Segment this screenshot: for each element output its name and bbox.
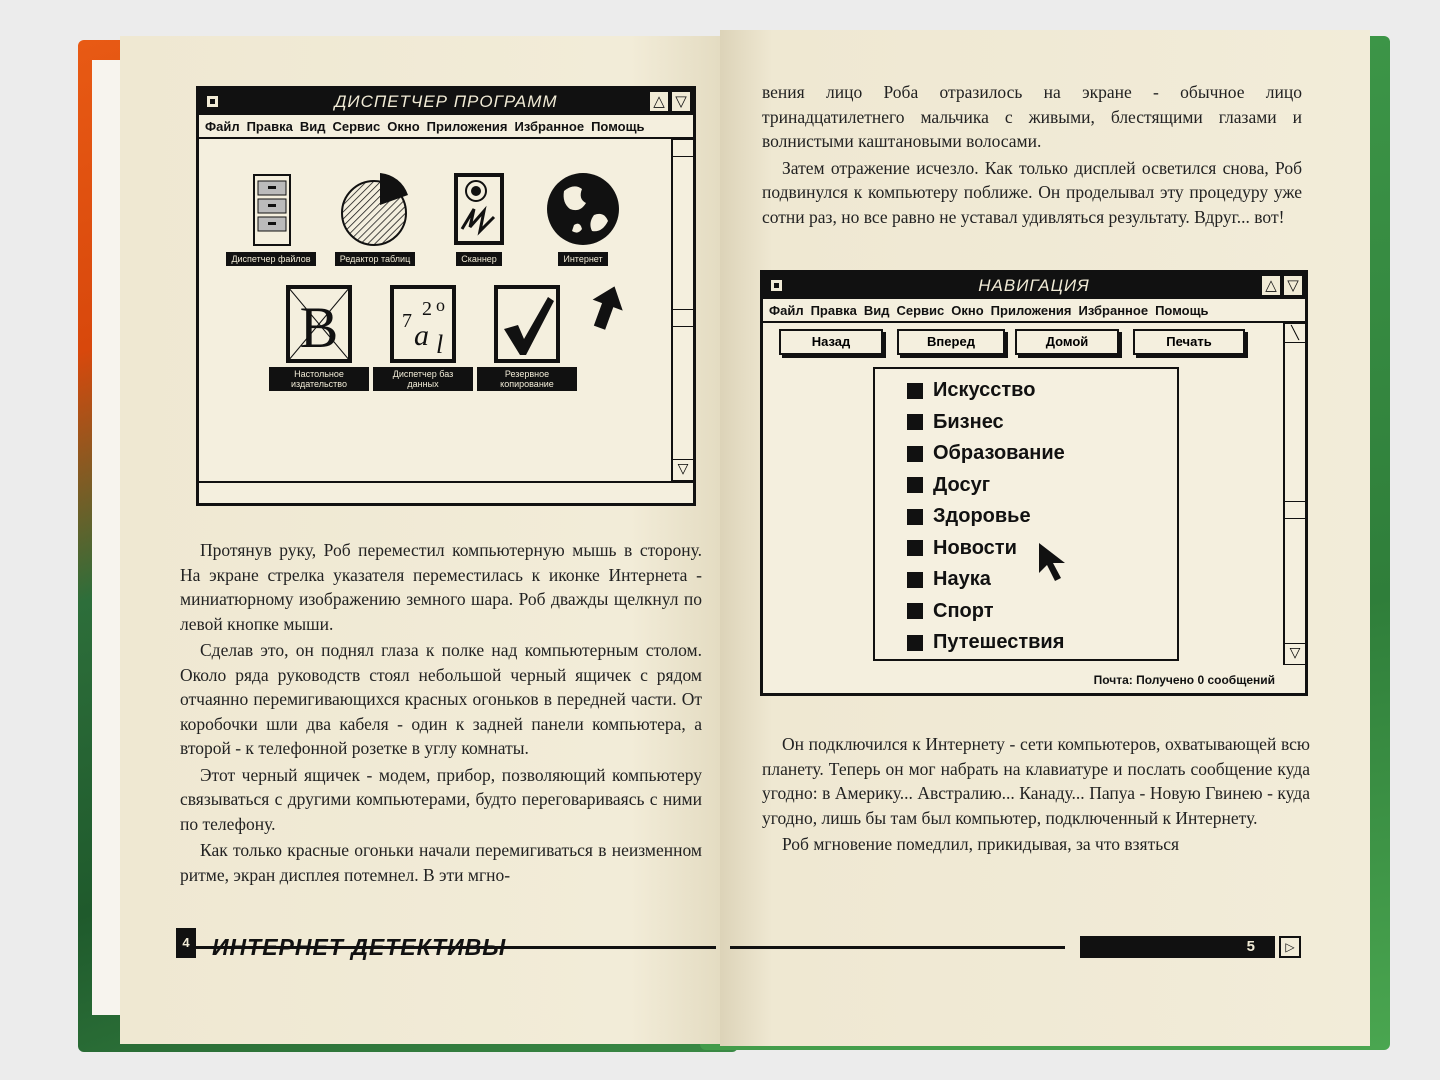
pie-chart-icon [336,169,414,249]
left-page [120,36,720,1044]
navigation-window [760,270,1308,696]
menu-file[interactable]: Файл [769,303,804,318]
svg-text:B: B [299,295,339,360]
app-spreadsheet[interactable] [325,169,425,267]
app-file-manager[interactable] [221,169,321,267]
menu-apps[interactable]: Приложения [990,303,1072,318]
app-desktop-publishing[interactable] [269,285,369,392]
topic-item[interactable]: Наука [907,564,1177,596]
footer-left [176,924,716,964]
bullet-square-icon [907,446,923,462]
minimize-icon[interactable]: ▽ [671,91,691,112]
menu-help[interactable]: Помощь [1155,303,1209,318]
left-body-text [180,538,702,889]
back-button[interactable]: Назад [779,329,883,355]
icon-label: Редактор таблиц [335,252,415,266]
app-database[interactable] [373,285,473,392]
app-internet[interactable] [533,169,633,267]
forward-button[interactable]: Вперед [897,329,1005,355]
menu-window[interactable]: Окно [951,303,984,318]
icon-label: Интернет [558,252,607,266]
topic-item[interactable]: Досуг [907,470,1177,502]
file-cabinet-icon [232,169,310,249]
mouse-pointer-icon [1035,541,1075,585]
topic-item[interactable]: Образование [907,438,1177,470]
svg-text:2: 2 [422,298,432,320]
menu-apps[interactable]: Приложения [426,119,508,134]
program-manager-window [196,86,696,506]
svg-text:a: a [414,319,429,352]
paragraph: Сделав это, он поднял глаза к полке над компьютерным столом. Около ряда руководств стоял небольшой черный ящичек с рядом отчаянно перемигивающихся красных огоньков в передней части. От коробочки шли два кабеля - один к задней панели компьютера, а второй - к телефонной розетке в углу комнаты. [180,640,702,758]
right-bottom-text [762,732,1310,859]
window-title: ДИСПЕТЧЕР ПРОГРАММ [199,89,693,115]
minimize-icon[interactable]: ▽ [1283,275,1303,296]
right-top-text [762,80,1302,231]
menu-favorites[interactable]: Избранное [1078,303,1149,318]
maximize-icon[interactable]: △ [1261,275,1281,296]
topic-item[interactable]: Бизнес [907,407,1177,439]
svg-text:7: 7 [402,310,412,332]
bullet-square-icon [907,540,923,556]
topic-item[interactable]: Новости [907,533,1177,565]
paragraph: Затем отражение исчезло. Как только дисплей осветился снова, Роб подвинулся к компьютеру поближе. Он проделывал эту процедуру уже сотни раз, но все равно не уставал удивляться результату. Вдруг... вот! [762,157,1302,227]
window-title: НАВИГАЦИЯ [763,273,1305,299]
icon-label: Сканнер [456,252,502,266]
page-number-right: 5 [1080,936,1275,958]
paragraph: вения лицо Роба отразилось на экране - обычное лицо тринадцатилетнего мальчика с живыми, блестящими глазами и волнистыми каштановыми волосами. [762,82,1302,151]
topic-item[interactable]: Искусство [907,375,1177,407]
bullet-square-icon [907,509,923,525]
menu-edit[interactable]: Правка [810,303,857,318]
menu-favorites[interactable]: Избранное [514,119,585,134]
icon-label: Диспетчер баз данных [373,367,473,391]
formula-icon [384,285,462,365]
bullet-square-icon [907,603,923,619]
print-button[interactable]: Печать [1133,329,1245,355]
checkmark-icon [488,285,566,365]
topic-item[interactable]: Путешествия [907,627,1177,659]
page-number-left: 4 [176,928,196,958]
svg-text:l: l [436,330,444,359]
close-box-icon[interactable] [769,278,784,293]
icon-label: Настольное издательство [269,367,369,391]
mouse-pointer-icon [587,283,627,333]
app-scanner[interactable] [429,169,529,267]
scanner-eye-icon [440,169,518,249]
bullet-square-icon [907,572,923,588]
globe-icon [544,169,622,249]
bullet-square-icon [907,383,923,399]
menu-view[interactable]: Вид [299,119,326,134]
home-button[interactable]: Домой [1015,329,1119,355]
vertical-scrollbar[interactable]: ╲ ▽ [1283,323,1305,665]
right-page [720,30,1370,1046]
mail-status: Почта: Получено 0 сообщений [1093,673,1275,687]
icon-label: Диспетчер файлов [226,252,315,266]
menu-bar [763,299,1305,323]
paragraph: Как только красные огоньки начали перемигиваться в неизменном ритме, экран дисплея потемнел. В эти мгно- [180,840,702,885]
horizontal-scrollbar[interactable] [199,481,693,503]
menu-service[interactable]: Сервис [332,119,381,134]
paragraph: Протянув руку, Роб переместил компьютерную мышь в сторону. На экране стрелка указателя переместилась к иконке Интернета - миниатюрному изображению земного шара. Роб дважды щелкнул по левой кнопке мыши. [180,540,702,634]
maximize-icon[interactable]: △ [649,91,669,112]
bullet-square-icon [907,414,923,430]
play-arrow-icon: ▷ [1279,936,1301,958]
footer-right [730,928,1315,964]
book-title: ИНТЕРНЕТ ДЕТЕКТИВЫ [212,934,507,960]
paragraph: Он подключился к Интернету - сети компьютеров, охватывающей всю планету. Теперь он мог набрать на клавиатуре и послать сообщение куда угодно: в Америку... Австралию... Канаду... Папуа - Новую Гвинею - куда угодно, лишь бы там был компьютер, подключенный к Интернету. [762,734,1310,828]
footer-rule [730,946,1065,949]
menu-bar [199,115,693,139]
app-backup[interactable] [477,285,577,392]
icon-label: Резервное копирование [477,367,577,391]
menu-window[interactable]: Окно [387,119,420,134]
close-box-icon[interactable] [205,94,220,109]
topics-list [873,367,1179,661]
topic-item[interactable]: Спорт [907,596,1177,628]
paragraph: Этот черный ящичек - модем, прибор, позволяющий компьютеру связываться с другими компьютерами, будто переговариваясь с ними по телефону. [180,764,702,834]
menu-file[interactable]: Файл [205,119,240,134]
paragraph: Роб мгновение помедлил, прикидывая, за что взяться [782,834,1180,854]
menu-edit[interactable]: Правка [246,119,293,134]
menu-service[interactable]: Сервис [896,303,945,318]
menu-view[interactable]: Вид [863,303,890,318]
svg-text:o: o [436,295,445,315]
menu-help[interactable]: Помощь [591,119,645,134]
topic-item[interactable]: Здоровье [907,501,1177,533]
bullet-square-icon [907,477,923,493]
bullet-square-icon [907,635,923,651]
vertical-scrollbar[interactable]: ▽ [671,139,693,481]
letter-b-icon [280,285,358,365]
